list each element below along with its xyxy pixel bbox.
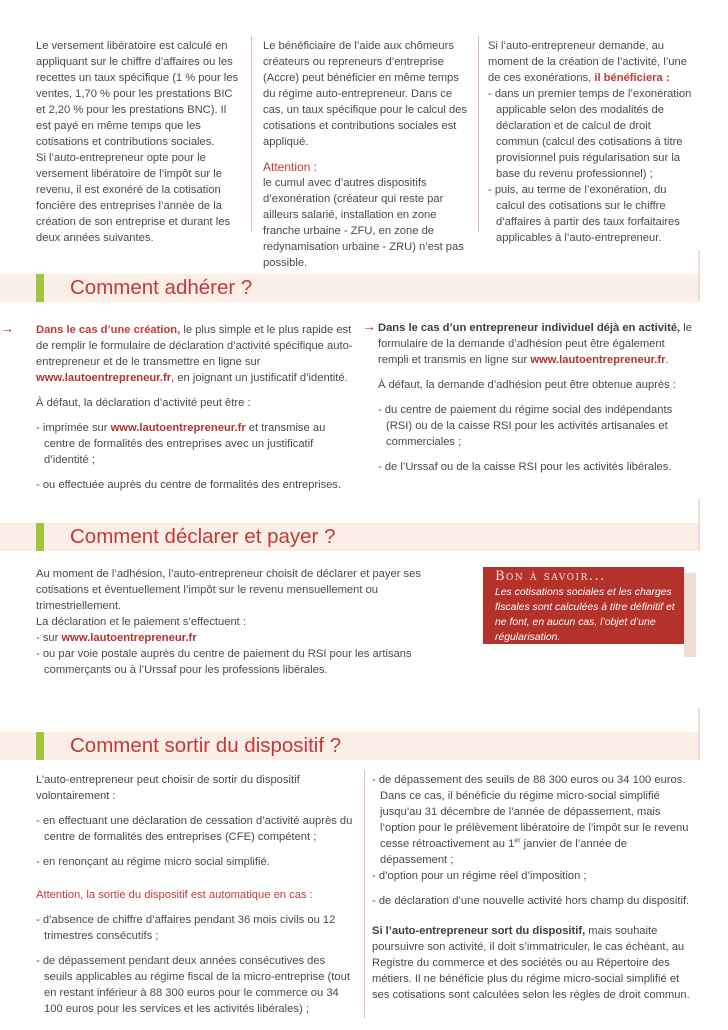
adherer-left-item [36,420,354,468]
website-link[interactable]: www.lautoentrepreneur.fr [61,632,197,644]
arrow-right-icon: → [362,318,376,334]
bon-a-savoir-text: Les cotisations sociales et les charges fiscales sont calculées à titre définitif et ne font, en aucun cas, l’objet d’une régularisation. [495,587,675,643]
adherer-right-item: - du centre de paiement du régime social des indépendants (RSI) ou de la caisse RSI pour les activités artisanales et commerciales ; [378,404,673,448]
top-col-3-item: - dans un premier temps de l’exonération applicable selon des modalités de déclaration et de calcul de droit commun (calcul des cotisations à titre provisionnel puis régularisation sur la base du revenu professionnel) ; [488,88,692,180]
declarer-item [36,630,434,646]
header-edge [698,499,700,551]
section-title: Comment déclarer et payer ? [70,525,336,548]
attention-label: Attention, [36,889,84,901]
sortir-left-item: - d’absence de chiffre d’affaires pendant 36 mois civils ou 12 trimestres consécutifs ; [36,914,336,942]
header-edge [698,708,700,760]
lead-text: le formulaire de la demande d’adhésion peut être également rempli et transmis en ligne sur [378,322,692,366]
top-col-3-intro-text: Si l’auto-entrepreneur demande, au moment de la création de l’activité, l’une de ces exonérations, [488,40,687,84]
adherer-right [378,320,696,475]
attention-label: Attention : [263,160,318,174]
box-shadow [684,573,696,657]
top-col-1-para: Si l’auto-entrepreneur opte pour le versement libératoire de l’impôt sur le revenu, il est exonéré de la cotisation foncière des entreprises l’année de la création de son entreprise et durant les deux années suivantes. [36,152,231,244]
top-col-2-intro: Le bénéficiaire de l’aide aux chômeurs créateurs ou repreneurs d’entreprise (Accre) peut bénéficier en même temps du régime auto-entrepreneur. Dans ce cas, un taux spécifique pour le calcul des cotisations et contributions sociales est appliqué. [263,40,467,148]
adherer-left-item: - ou effectuée auprès du centre de formalités des entreprises. [36,479,342,491]
attention-text: la sortie du dispositif est automatique en cas : [83,889,313,901]
declarer-item: - ou par voie postale auprès du centre de paiement du RSI pour les artisans commerçants ou à l’Urssaf pour les professions libérales. [36,648,412,676]
lead-tail: . [665,354,669,366]
item-text: janvier de l’année de dépassement ; [380,838,627,866]
top-col-3 [488,38,694,246]
bon-a-savoir-box [483,567,684,644]
section-accent-bar [36,274,44,302]
adherer-left-default: À défaut, la déclaration d’activité peut être : [36,397,251,409]
section-title: Comment adhérer ? [70,276,253,299]
bon-a-savoir-title: Bon à savoir... [495,569,606,584]
lead-bold: Dans le cas d’un entrepreneur individuel déjà en activité, [378,322,681,334]
lead-bold: Si l’auto-entrepreneur sort du dispositif, [372,925,586,937]
sortir-right-item: - de déclaration d’une nouvelle activité hors champ du dispositif. [372,895,690,907]
top-col-1 [36,38,242,246]
section-accent-bar [36,523,44,551]
section-header-sortir [0,732,700,760]
lead-bold: Dans le cas d’une création, [36,324,181,336]
top-col-3-intro [488,38,694,86]
column-divider [478,36,479,232]
adherer-right-item: - de l’Urssaf ou de la caisse RSI pour les activités libérales. [378,461,672,473]
website-link[interactable]: www.lautoentrepreneur.fr [36,372,172,384]
item-text: et transmise au centre de formalités des entreprises avec un justificatif d’identité ; [44,422,326,466]
header-edge [698,250,700,302]
declarer-p2: La déclaration et le paiement s’effectuent : [36,616,247,628]
top-col-1-para: Le versement libératoire est calculé en appliquant sur le chiffre d’affaires ou les recettes un taux spécifique (1 % pour les ventes, 1,70 % pour les prestations BIC et 2,20 % pour les prestations BNC). Il est payé en même temps que les cotisations et contributions sociales. [36,40,239,148]
top-col-3-item: - puis, au terme de l’exonération, du calcul des cotisations sur le chiffre d’affaires à partir des taux forfaitaires applicables à l’auto-entrepreneur. [488,184,680,244]
adherer-right-default: À défaut, la demande d’adhésion peut être obtenue auprès : [378,379,676,391]
lead-text: le plus simple et le plus rapide est de remplir le formulaire de déclaration d’activité spécifique auto-entrepreneur et de le transmettre en ligne sur [36,324,353,368]
item-text: - imprimée sur [36,422,111,434]
sortir-left-p1: L’auto-entrepreneur peut choisir de sortir du dispositif volontairement : [36,774,300,802]
section-title: Comment sortir du dispositif ? [70,734,342,757]
arrow-right-icon: → [0,320,14,336]
item-text: - sur [36,632,62,644]
sortir-right-item: - d’option pour un régime réel d’imposition ; [372,870,587,882]
superscript: er [514,837,521,845]
website-link[interactable]: www.lautoentrepreneur.fr [110,422,246,434]
item-text: - de dépassement des seuils de 88 300 euros ou 34 100 euros. Dans ce cas, il bénéficie du régime micro-social simplifié jusqu’au 31 décembre de l’année de dépassement, mais l’option pour le prélèvement libératoire de l’impôt sur le revenu cesse rétroactivement au 1 [372,774,689,850]
section-accent-bar [36,732,44,760]
top-col-2 [263,38,470,271]
lead-tail: , en joignant un justificatif d’identité. [171,372,348,384]
sortir-left [36,772,354,1017]
column-divider [251,36,252,232]
sortir-right [372,772,696,1003]
section-header-adherer [0,274,700,302]
declarer-p1: Au moment de l’adhésion, l’auto-entrepreneur choisit de déclarer et payer ses cotisations et éventuellement l’impôt sur le revenu mensuellement ou trimestriellement. [36,568,421,612]
sortir-right-item [372,772,696,868]
column-divider [364,770,365,1018]
website-link[interactable]: www.lautoentrepreneur.fr [530,354,666,366]
top-col-2-attention-text: le cumul avec d’autres dispositifs d’exonération (créateur qui reste par ailleurs salarié, installation en zone franche urbaine - ZFU, en zone de redynamisation urbaine - ZRU) n’est pas possible. [263,177,464,269]
lead-text: mais souhaite poursuivre son activité, il doit s’immatriculer, le cas échéant, au Registre du commerce et des sociétés ou au Répertoire des métiers. Il ne bénéficie plus du régime micro-social simplifié et ses cotisations sont calculées selon les règles de droit commun. [372,925,690,1001]
sortir-attention [36,887,354,903]
top-col-3-intro-bold: il bénéficiera : [594,72,670,84]
sortir-right-para [372,923,696,1003]
declarer-text [36,566,434,678]
sortir-left-item: - en effectuant une déclaration de cessation d’activité auprès du centre de formalités des entreprises (CFE) compétent ; [36,815,353,843]
sortir-left-item: - de dépassement pendant deux années consécutives des seuils applicables au régime fiscal de la micro-entreprise (tout en restant inférieur à 88 300 euros pour le commerce ou 34 100 euros pour les services et les activités libérales) ; [36,955,350,1015]
section-header-declarer [0,523,700,551]
sortir-left-item: - en renonçant au régime micro social simplifié. [36,856,270,868]
adherer-right-lead [378,320,696,368]
adherer-left-lead [36,322,354,386]
adherer-left [36,322,354,493]
